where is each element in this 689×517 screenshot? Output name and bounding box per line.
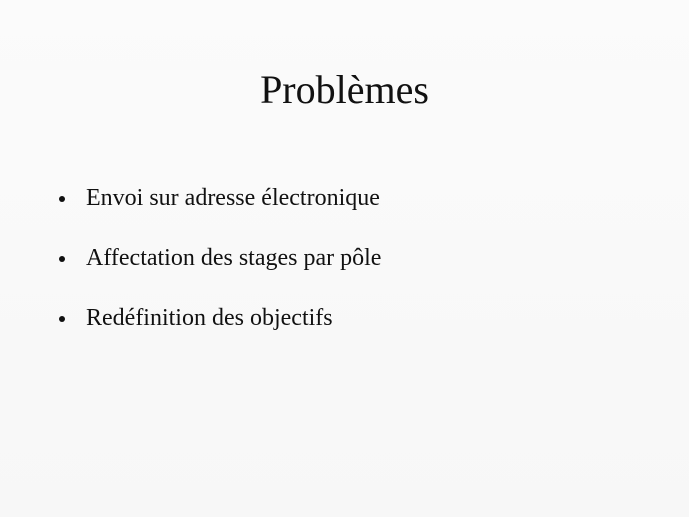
bullet-text: Redéfinition des objectifs	[86, 304, 333, 331]
slide-title: Problèmes	[260, 67, 429, 112]
bullet-icon	[59, 196, 65, 202]
bullet-text: Affectation des stages par pôle	[86, 244, 382, 271]
bullet-item	[56, 228, 381, 288]
bullet-icon	[59, 256, 65, 262]
bullet-item	[56, 168, 381, 228]
bullet-item	[56, 288, 381, 348]
bullet-list	[56, 168, 381, 348]
bullet-text: Envoi sur adresse électronique	[86, 184, 380, 211]
bullet-icon	[59, 316, 65, 322]
